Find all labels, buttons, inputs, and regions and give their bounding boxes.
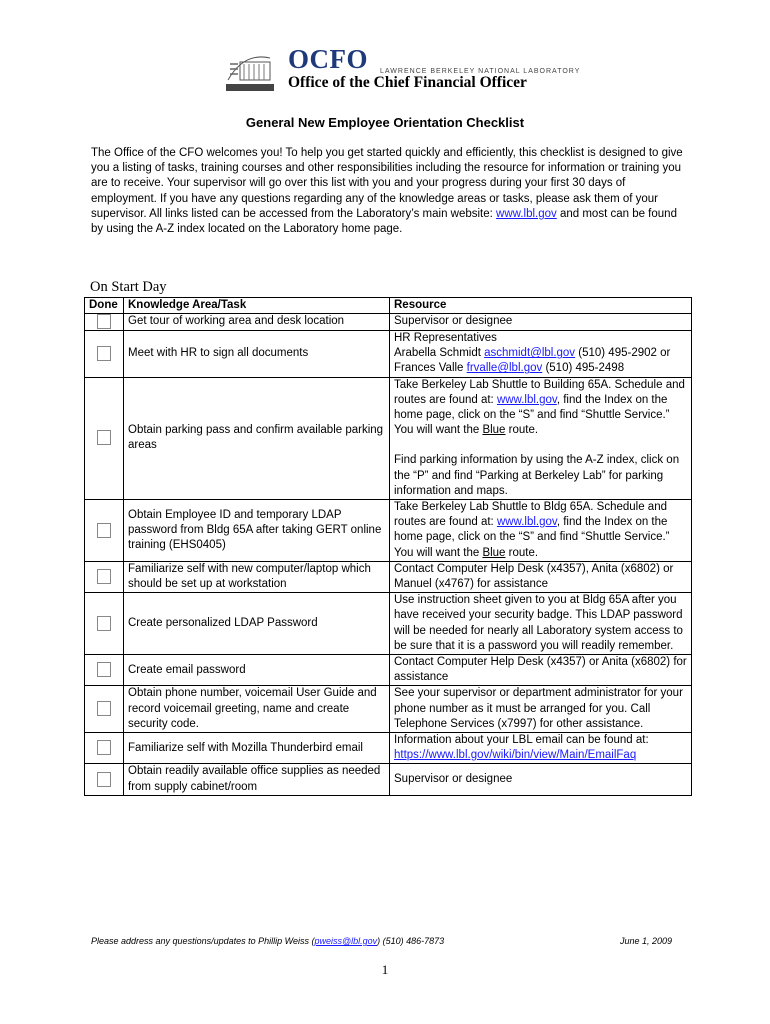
done-checkbox[interactable] xyxy=(97,569,111,584)
resource-text: , find the Index on the home page, click on the “S” and find “Shuttle Service.” You will want the xyxy=(394,393,670,437)
blue-route: Blue xyxy=(482,546,506,559)
intro-paragraph xyxy=(91,146,691,237)
resource-cell: Supervisor or designee xyxy=(390,314,692,331)
resource-cell xyxy=(390,499,692,561)
done-checkbox[interactable] xyxy=(97,523,111,538)
table-row xyxy=(85,330,692,377)
table-row xyxy=(85,686,692,733)
resource-text: Arabella Schmidt xyxy=(394,347,485,360)
ocfo-logo xyxy=(224,44,581,98)
footer-contact xyxy=(91,936,444,946)
logo-office-name: Office of the Chief Financial Officer xyxy=(288,74,527,91)
resource-cell xyxy=(390,733,692,764)
table-row xyxy=(85,499,692,561)
done-checkbox[interactable] xyxy=(97,662,111,677)
resource-cell: Supervisor or designee xyxy=(390,764,692,795)
resource-text: Find parking information by using the A-Z index, click on the “P” and find “Parking at Berkeley Lab” for parking information and maps. xyxy=(394,454,680,497)
resource-text: (510) 495-2902 or Frances Valle xyxy=(394,347,671,375)
email-link[interactable]: aschmidt@lbl.gov xyxy=(484,347,576,360)
done-checkbox[interactable] xyxy=(97,740,111,755)
header-resource: Resource xyxy=(390,298,692,314)
table-row xyxy=(85,377,692,499)
resource-cell: Contact Computer Help Desk (x4357), Anita (x6802) or Manuel (x4767) for assistance xyxy=(390,561,692,592)
task-cell: Obtain phone number, voicemail User Guide and record voicemail greeting, name and create security code. xyxy=(124,686,390,733)
email-link[interactable]: frvalle@lbl.gov xyxy=(466,362,543,375)
footer-text: Please address any questions/updates to Phillip Weiss ( xyxy=(91,936,315,946)
table-row xyxy=(85,314,692,331)
task-cell: Obtain readily available office supplies as needed from supply cabinet/room xyxy=(124,764,390,795)
task-cell: Get tour of working area and desk location xyxy=(124,314,390,331)
done-checkbox[interactable] xyxy=(97,346,111,361)
footer-email-link[interactable]: pweiss@lbl.gov xyxy=(314,936,378,946)
resource-cell xyxy=(390,377,692,499)
resource-text: (510) 495-2498 xyxy=(542,362,625,375)
done-checkbox[interactable] xyxy=(97,701,111,716)
table-row xyxy=(85,593,692,655)
task-cell: Familiarize self with new computer/laptop which should be set up at workstation xyxy=(124,561,390,592)
task-cell: Obtain parking pass and confirm available parking areas xyxy=(124,377,390,499)
task-cell: Obtain Employee ID and temporary LDAP password from Bldg 65A after taking GERT online training (EHS0405) xyxy=(124,499,390,561)
resource-text: route. xyxy=(505,424,539,437)
page-number: 1 xyxy=(381,962,389,977)
table-row xyxy=(85,764,692,795)
resource-cell: Contact Computer Help Desk (x4357) or Anita (x6802) for assistance xyxy=(390,655,692,686)
logo-title: OCFO xyxy=(288,44,368,74)
table-row xyxy=(85,733,692,764)
lbl-link[interactable]: www.lbl.gov xyxy=(496,393,557,406)
task-cell: Meet with HR to sign all documents xyxy=(124,330,390,377)
header-task: Knowledge Area/Task xyxy=(124,298,390,314)
logo-lab-name: LAWRENCE BERKELEY NATIONAL LABORATORY xyxy=(380,68,581,75)
resource-cell: Use instruction sheet given to you at Bldg 65A after you have received your security badge. This LDAP password will be needed for nearly all Laboratory system access to be sure that it is a password you will readily remember. xyxy=(390,593,692,655)
resource-cell xyxy=(390,330,692,377)
footer-date: June 1, 2009 xyxy=(620,936,673,946)
blue-route: Blue xyxy=(482,424,506,437)
building-seal-icon xyxy=(224,50,280,94)
table-row xyxy=(85,655,692,686)
email-faq-link[interactable]: https://www.lbl.gov/wiki/bin/view/Main/EmailFaq xyxy=(394,749,637,762)
done-checkbox[interactable] xyxy=(97,314,111,329)
task-cell: Create email password xyxy=(124,655,390,686)
lbl-link[interactable]: www.lbl.gov xyxy=(496,516,557,529)
task-cell: Familiarize self with Mozilla Thunderbird email xyxy=(124,733,390,764)
intro-text-end: and most can be found by using the A-Z index located on the Laboratory home page. xyxy=(91,207,677,236)
lbl-home-link[interactable]: www.lbl.gov xyxy=(496,207,557,220)
done-checkbox[interactable] xyxy=(97,430,111,445)
resource-text: , find the Index on the home page, click on the “S” and find “Shuttle Service.” You will want the xyxy=(394,516,670,559)
resource-text: Take Berkeley Lab Shuttle to Building 65A. Schedule and routes are found at: xyxy=(394,378,685,406)
section-title: On Start Day xyxy=(90,279,167,295)
header-done: Done xyxy=(85,298,124,314)
footer-text: ) (510) 486-7873 xyxy=(377,936,445,946)
document-title: General New Employee Orientation Checklist xyxy=(245,115,525,130)
resource-text: Take Berkeley Lab Shuttle to Bldg 65A. Schedule and routes are found at: xyxy=(394,500,667,529)
table-header-row xyxy=(85,298,692,314)
done-checkbox[interactable] xyxy=(97,616,111,631)
table-row xyxy=(85,561,692,592)
resource-cell: See your supervisor or department administrator for your phone number as it must be arranged for you. Call Telephone Services (x7997) for other assistance. xyxy=(390,686,692,733)
done-checkbox[interactable] xyxy=(97,772,111,787)
resource-text: route. xyxy=(505,546,539,559)
intro-text: The Office of the CFO welcomes you! To help you get started quickly and efficiently, this checklist is designed to give you a listing of tasks, training courses and other responsibilities including the resource for information or training you are to receive. Your supervisor will go over this list with you and your progress during your first 30 days of employment. If you have any questions regarding any of the knowledge areas or tasks, please ask them of your supervisor. All links listed can be accessed from the Laboratory’s main website: xyxy=(91,147,683,220)
checklist-table xyxy=(84,297,692,796)
resource-text: Information about your LBL email can be found at: xyxy=(394,734,649,747)
resource-line: HR Representatives xyxy=(394,331,497,344)
task-cell: Create personalized LDAP Password xyxy=(124,593,390,655)
